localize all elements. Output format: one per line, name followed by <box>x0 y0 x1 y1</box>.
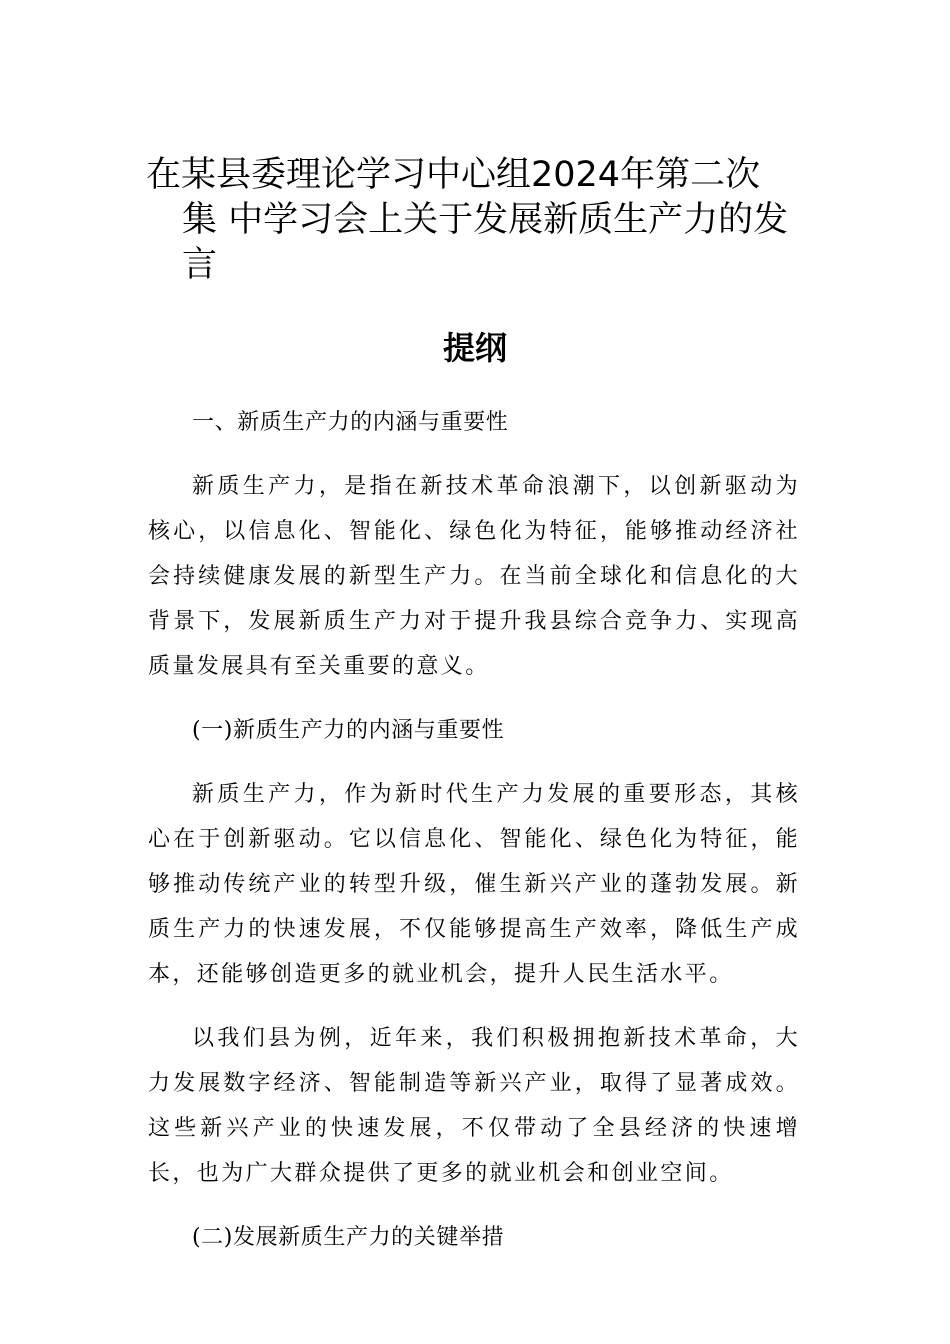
subsection-heading-2: (二)发展新质生产力的关键举措 <box>192 1225 505 1250</box>
document-title <box>146 153 806 288</box>
title-line-3: 言 <box>182 245 218 285</box>
paragraph-1: 新质生产力，是指在新技术革命浪潮下，以创新驱动为核心，以信息化、智能化、绿色化为特征，能够推动经济社会持续健康发展的新型生产力。在当前全球化和信息化的大背景下，发展新质生产力对于提升我县综合竞争力、实现高质量发展具有至关重要的意义。 <box>148 474 800 679</box>
outline-heading: 提纲 <box>442 329 507 367</box>
section-heading-1: 一、新质生产力的内涵与重要性 <box>192 410 509 435</box>
title-line-2: 集 中学习会上关于发展新质生产力的发 <box>182 200 789 240</box>
document-body <box>148 400 800 1279</box>
title-line-1: 在某县委理论学习中心组2024年第二次 <box>146 155 761 195</box>
subsection-heading-1: (一)新质生产力的内涵与重要性 <box>192 718 505 743</box>
paragraph-3: 以我们县为例，近年来，我们积极拥抱新技术革命，大力发展数字经济、智能制造等新兴产业，取得了显著成效。这些新兴产业的快速发展，不仅带动了全县经济的快速增长，也为广大群众提供了更多的就业机会和创业空间。 <box>148 1026 800 1186</box>
paragraph-2: 新质生产力，作为新时代生产力发展的重要形态，其核心在于创新驱动。它以信息化、智能化、绿色化为特征，能够推动传统产业的转型升级，催生新兴产业的蓬勃发展。新质生产力的快速发展，不仅能够提高生产效率，降低生产成本，还能够创造更多的就业机会，提升人民生活水平。 <box>148 782 800 987</box>
